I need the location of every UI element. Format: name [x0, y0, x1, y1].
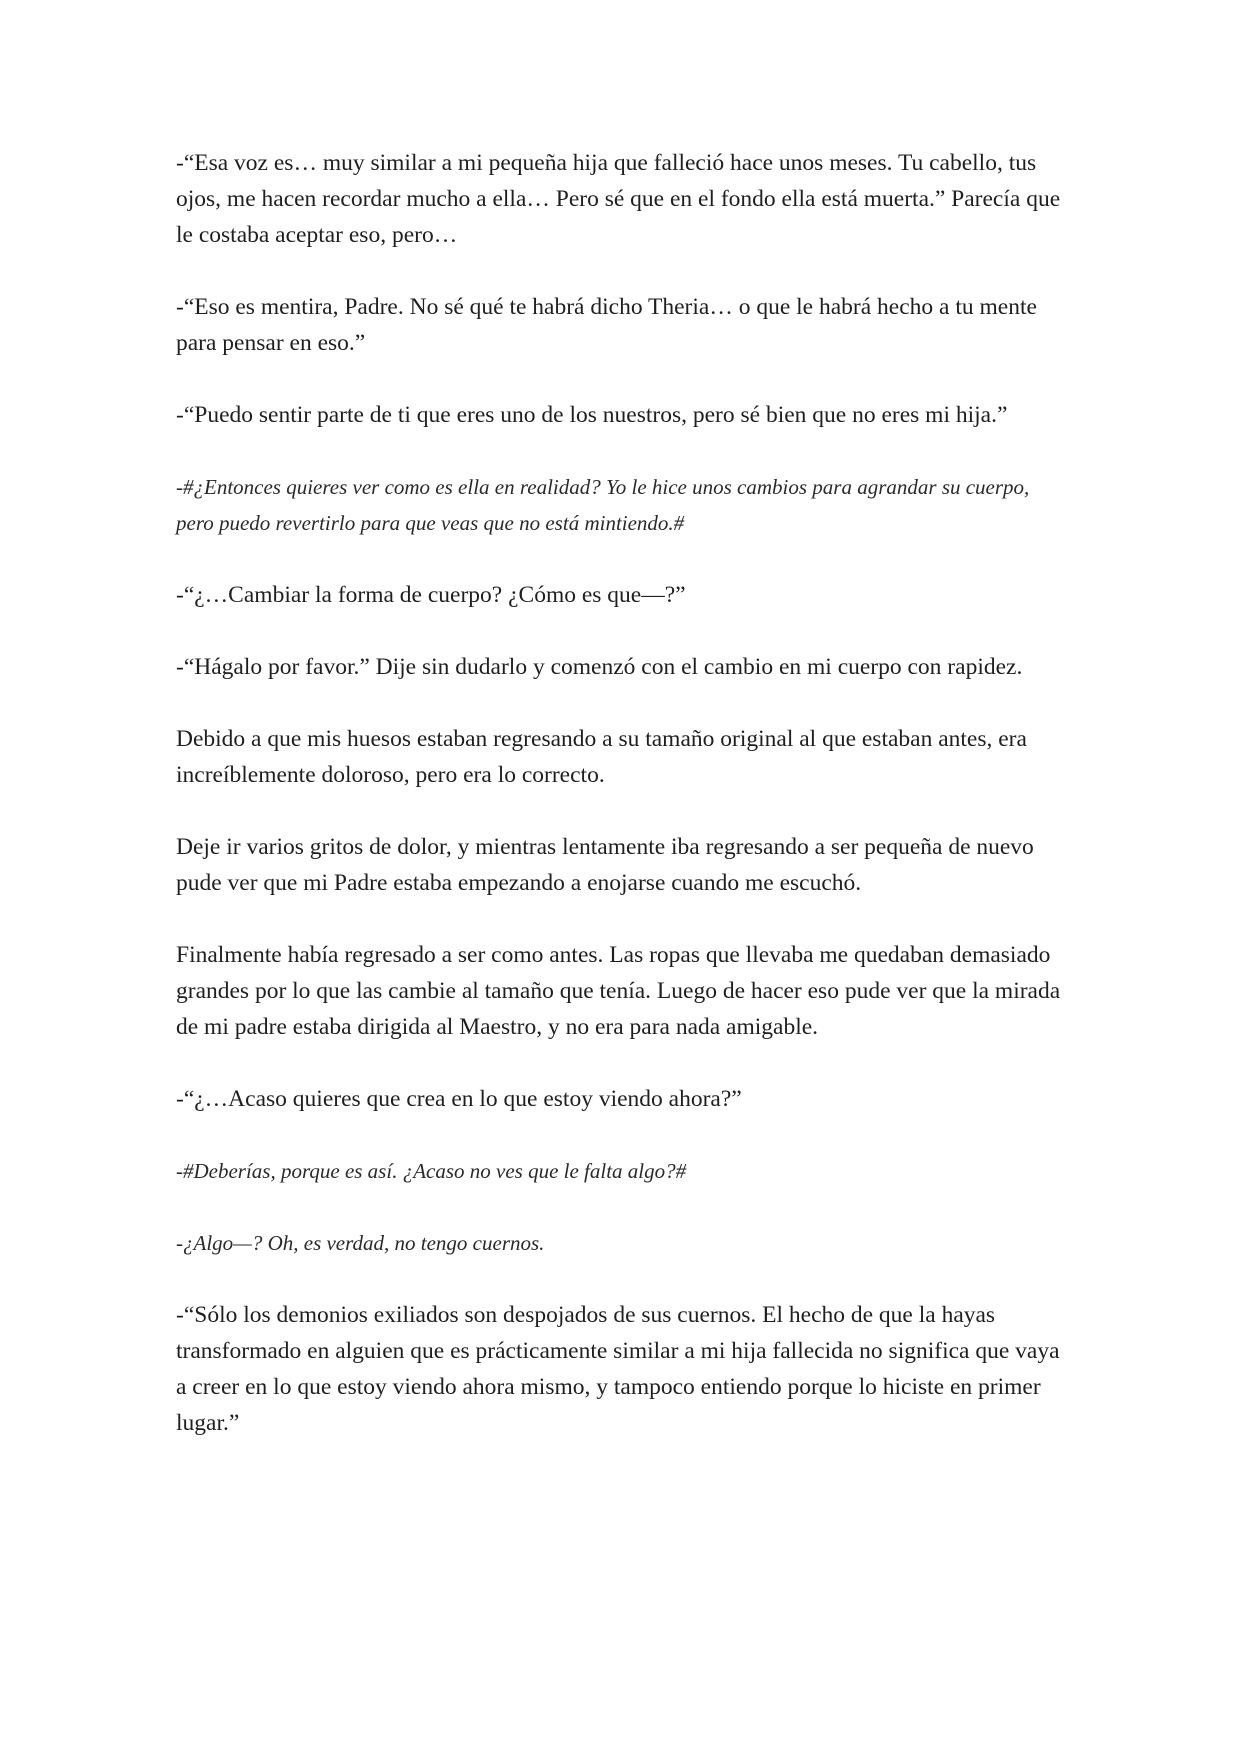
paragraph: -“Esa voz es… muy similar a mi pequeña hija que falleció hace unos meses. Tu cabello, tus ojos, me hacen recordar mucho a ella… Pero sé que en el fondo ella está muerta.” Parecía que le costaba aceptar eso, pero… [176, 150, 1061, 248]
paragraph-italic: -#¿Entonces quieres ver como es ella en realidad? Yo le hice unos cambios para agrandar su cuerpo, pero puedo revertirlo para que veas que no está mintiendo.# [176, 475, 1030, 535]
paragraph: Finalmente había regresado a ser como antes. Las ropas que llevaba me quedaban demasiado grandes por lo que las cambie al tamaño que tenía. Luego de hacer eso pude ver que la mirada de mi padre estaba dirigida al Maestro, y no era para nada amigable. [176, 942, 1061, 1040]
paragraph: -“Puedo sentir parte de ti que eres uno de los nuestros, pero sé bien que no eres mi hija.” [176, 402, 1008, 428]
paragraph-italic: -¿Algo—? Oh, es verdad, no tengo cuernos. [176, 1231, 545, 1255]
paragraph: -“Hágalo por favor.” Dije sin dudarlo y comenzó con el cambio en mi cuerpo con rapidez. [176, 654, 1023, 680]
paragraph: -“¿…Acaso quieres que crea en lo que estoy viendo ahora?” [176, 1086, 742, 1112]
paragraph: -“¿…Cambiar la forma de cuerpo? ¿Cómo es que—?” [176, 582, 686, 608]
paragraph: -“Eso es mentira, Padre. No sé qué te habrá dicho Theria… o que le habrá hecho a tu mente para pensar en eso.” [176, 294, 1037, 356]
paragraph: Deje ir varios gritos de dolor, y mientras lentamente iba regresando a ser pequeña de nuevo pude ver que mi Padre estaba empezando a enojarse cuando me escuchó. [176, 834, 1034, 896]
paragraph: Debido a que mis huesos estaban regresando a su tamaño original al que estaban antes, era increíblemente doloroso, pero era lo correcto. [176, 726, 1027, 788]
paragraph: -“Sólo los demonios exiliados son despojados de sus cuernos. El hecho de que la hayas transformado en alguien que es prácticamente similar a mi hija fallecida no significa que vaya a creer en lo que estoy viendo ahora mismo, y tampoco entiendo porque lo hiciste en primer lugar.” [176, 1302, 1060, 1436]
paragraph-italic: -#Deberías, porque es así. ¿Acaso no ves que le falta algo?# [176, 1159, 687, 1183]
document-body [176, 145, 1072, 1477]
